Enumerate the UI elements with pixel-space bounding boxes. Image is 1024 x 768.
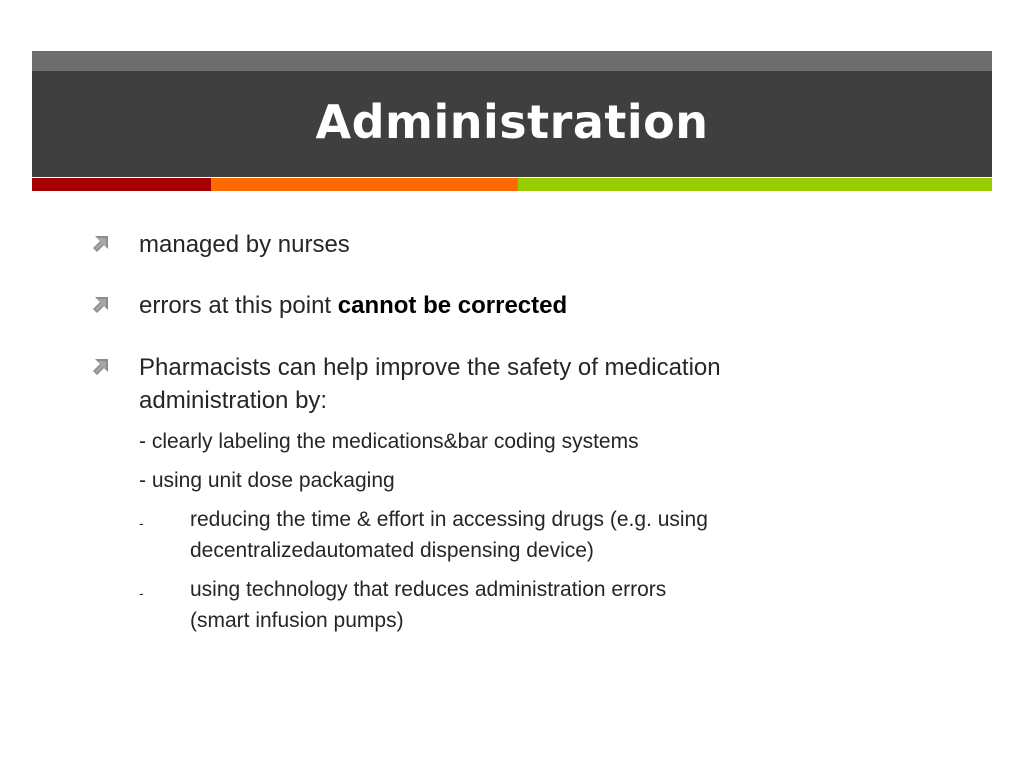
sub-item-3-line-1: reducing the time & effort in accessing drugs (e.g. using [190,508,708,531]
sub-item-4-line-1: using technology that reduces administration errors [190,578,667,601]
slide-title: Administration [315,95,709,149]
sub-item-2: - using unit dose packaging [139,469,395,492]
bullet-text-line-1: Pharmacists can help improve the safety of medication [139,354,721,381]
bullet-text-line-2: administration by: [139,387,328,414]
bullet-text [139,351,721,417]
sub-item-4-line-2: (smart infusion pumps) [190,609,404,632]
bullet-text [139,289,567,322]
bullet-text-bold: cannot be corrected [337,292,568,319]
bullet-text-plain: errors at this point [139,292,338,319]
arrow-up-right-icon [90,355,112,377]
arrow-up-right-icon [90,293,112,315]
bullet-item-3 [90,351,721,414]
sub-item-3-line-2: decentralizedautomated dispensing device) [190,539,594,562]
sub-item-1: - clearly labeling the medications&bar coding systems [139,430,639,453]
bullet-item-2 [90,289,568,319]
sub-item-4-dash: - [139,585,144,601]
arrow-up-right-icon [90,232,112,254]
bullet-item-1 [90,228,350,258]
bullet-text: managed by nurses [139,231,350,258]
sub-item-3-dash: - [139,515,144,531]
